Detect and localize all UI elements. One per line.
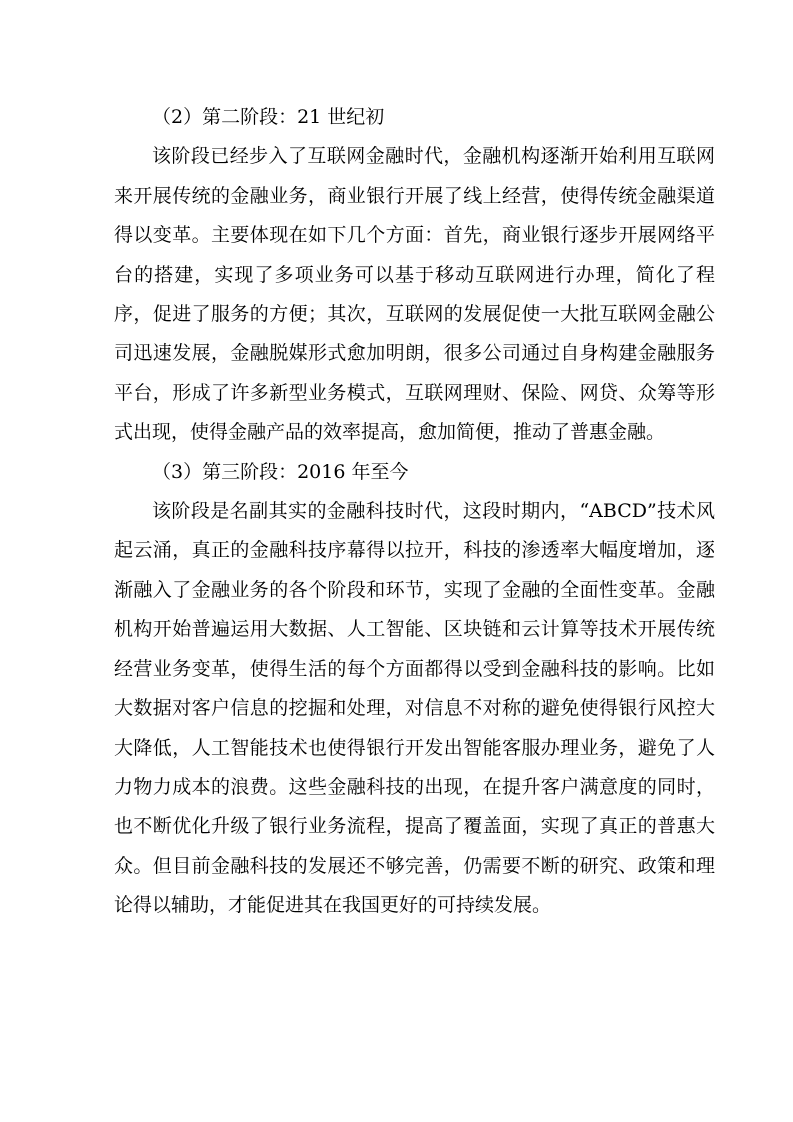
section-heading-stage-2: （2）第二阶段：21 世纪初 bbox=[152, 106, 385, 128]
section-heading-stage-3: （3）第三阶段：2016 年至今 bbox=[152, 460, 409, 483]
section-paragraph-stage-3: 该阶段是名副其实的金融科技时代，这段时期内，“ABCD”技术风起云涌，真正的金融科技序幕得以拉开，科技的渗透率大幅度增加，逐渐融入了金融业务的各个阶段和环节，实现了金融的全面性变革。金融机构开始普遍运用大数据、人工智能、区块链和云计算等技术开展传统经营业务变革，使得生活的每个方面都得以受到金融科技的影响。比如大数据对客户信息的挖掘和处理，对信息不对称的避免使得银行风控大大降低，人工智能技术也使得银行开发出智能客服办理业务，避免了人力物力成本的浪费。这些金融科技的出现，在提升客户满意度的同时，也不断优化升级了银行业务流程，提高了覆盖面，实现了真正的普惠大众。但目前金融科技的发展还不够完善，仍需要不断的研究、政策和理论得以辅助，才能促进其在我国更好的可持续发展。 bbox=[114, 500, 715, 917]
section-paragraph-stage-2: 该阶段已经步入了互联网金融时代，金融机构逐渐开始利用互联网来开展传统的金融业务，商业银行开展了线上经营，使得传统金融渠道得以变革。主要体现在如下几个方面：首先，商业银行逐步开展网络平台的搭建，实现了多项业务可以基于移动互联网进行办理，简化了程序，促进了服务的方便；其次，互联网的发展促使一大批互联网金融公司迅速发展，金融脱媒形式愈加明朗，很多公司通过自身构建金融服务平台，形成了许多新型业务模式，互联网理财、保险、网贷、众筹等形式出现，使得金融产品的效率提高，愈加简便，推动了普惠金融。 bbox=[114, 145, 715, 444]
